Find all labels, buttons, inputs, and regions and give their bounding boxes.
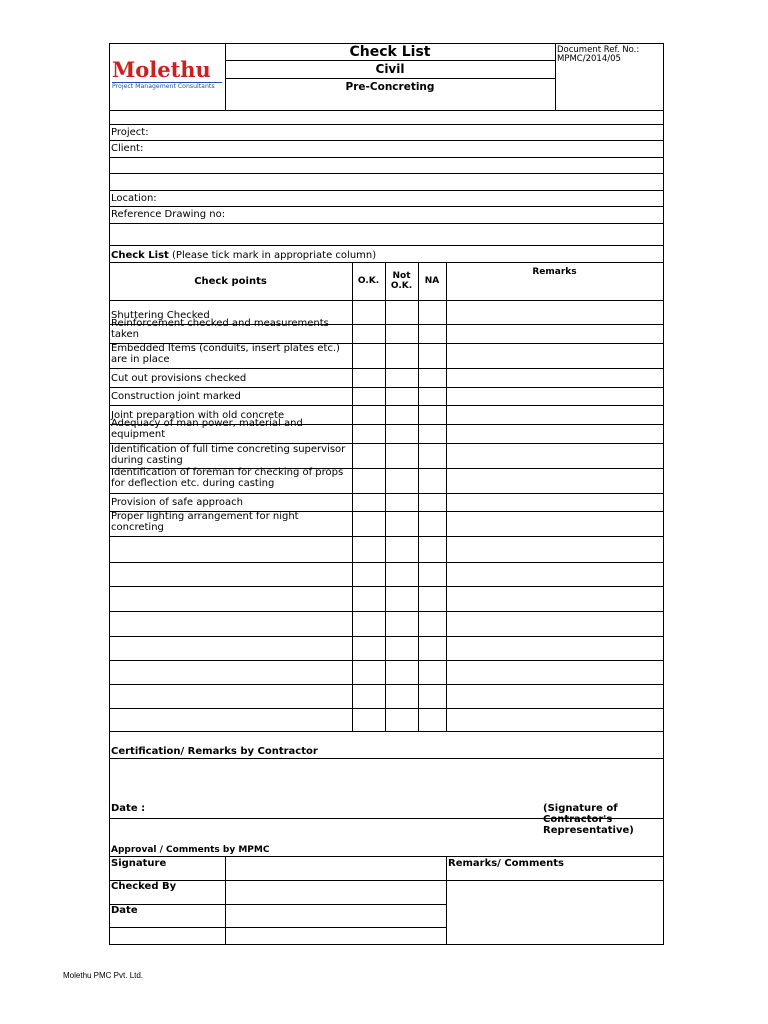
checklist-item: Identification of full time concreting supervisor during casting — [111, 444, 346, 466]
checklist-item: Embedded Items (conduits, insert plates etc.) are in place — [111, 343, 340, 365]
doc-ref-value: MPMC/2014/05 — [557, 54, 621, 64]
certification-date-label: Date : — [111, 803, 146, 814]
checklist-heading-title: Check List — [111, 250, 169, 261]
company-logo — [112, 58, 222, 98]
checklist-item: Identification of foreman for checking of props for deflection etc. during casting — [111, 467, 344, 489]
checklist-item: Reinforcement checked and measurements taken — [111, 318, 329, 340]
checklist-item: Shuttering Checked — [111, 310, 210, 321]
col-checkpoints: Check points — [194, 276, 267, 287]
certification-signature-label — [111, 803, 634, 836]
client-label: Client: — [111, 143, 144, 154]
checklist-item: Joint preparation with old concrete — [111, 410, 285, 421]
checklist-item: Construction joint marked — [111, 391, 241, 402]
certification-signature-text: (Signature of Contractor's Representative) — [543, 803, 634, 836]
col-na: NA — [424, 276, 440, 286]
project-label: Project: — [111, 127, 149, 138]
logo-tagline: Project Management Consultants — [112, 82, 222, 91]
form-section: Pre-Concreting — [345, 81, 435, 93]
approval-heading: Approval / Comments by MPMC — [111, 845, 270, 855]
logo-name: Molethu — [112, 57, 211, 82]
col-not-ok: Not O.K. — [390, 271, 413, 291]
checklist-item: Proper lighting arrangement for night concreting — [111, 511, 299, 533]
approval-date-label: Date — [111, 905, 138, 916]
approval-checked-by-label: Checked By — [111, 881, 177, 892]
approval-remarks-label: Remarks/ Comments — [448, 858, 565, 869]
certification-heading: Certification/ Remarks by Contractor — [111, 746, 318, 757]
checklist-heading — [111, 250, 376, 261]
form-title: Check List — [349, 44, 431, 60]
footer-company: Molethu PMC Pvt. Ltd. — [63, 971, 144, 980]
checklist-item: Adequacy of man power, material and equipment — [111, 418, 303, 440]
col-remarks: Remarks — [532, 267, 577, 277]
reference-drawing-label: Reference Drawing no: — [111, 209, 226, 220]
checklist-item: Cut out provisions checked — [111, 373, 247, 384]
location-label: Location: — [111, 193, 157, 204]
form-subtitle: Civil — [375, 62, 405, 76]
checklist-instruction: (Please tick mark in appropriate column) — [172, 250, 377, 261]
doc-ref-label: Document Ref. No.: — [557, 45, 640, 55]
approval-signature-label: Signature — [111, 858, 167, 869]
checklist-item: Provision of safe approach — [111, 497, 243, 508]
col-ok: O.K. — [357, 276, 380, 286]
